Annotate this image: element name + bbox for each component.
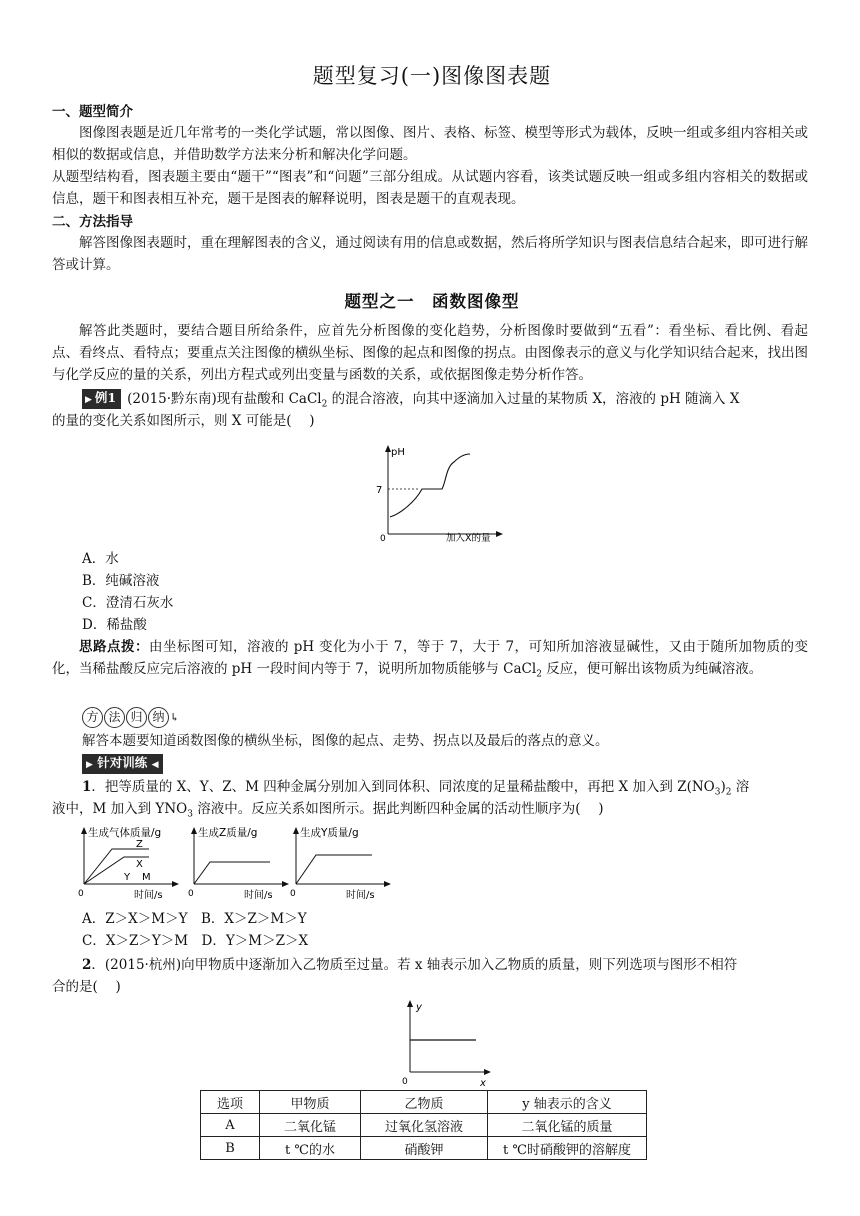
- q2-y-label: y: [416, 1002, 422, 1013]
- example1-line1: ▶ 例1 (2015·黔东南)现有盐酸和 CaCl$_2$ 的混合溶液，向其中逐滴加入过量的某物质 X，溶液的 pH 随滴入 X: [82, 388, 739, 416]
- q1-graph-y: [286, 824, 394, 904]
- ph-y-tick: 7: [376, 485, 383, 496]
- table-cell: 过氧化氢溶液: [361, 1114, 488, 1137]
- ph-graph: [370, 442, 512, 542]
- method-text: 解答本题要知道函数图像的横纵坐标，图像的起点、走势、拐点以及最后的落点的意义。: [82, 733, 609, 749]
- method-char-2: 法: [104, 707, 125, 728]
- q1-graph-gas-label-y: Y: [124, 872, 131, 883]
- table-cell: A: [201, 1114, 260, 1137]
- table-header: 乙物质: [361, 1091, 488, 1114]
- q1-graph-z-x-label: 时间/s: [244, 890, 273, 901]
- table-cell: t ℃的水: [260, 1137, 361, 1160]
- q1-graph-gas: [74, 824, 182, 904]
- q1-graph-gas-label-x: X: [136, 859, 143, 870]
- svg-text:0: 0: [188, 889, 194, 899]
- q1-graph-y-y-label: 生成Y质量/g: [300, 827, 359, 839]
- svg-text:0: 0: [78, 889, 84, 899]
- table-cell: 硝酸钾: [361, 1137, 488, 1160]
- table-header: y 轴表示的含义: [488, 1091, 647, 1114]
- section2-heading: 二、方法指导: [52, 214, 133, 230]
- q2-x-label: x: [480, 1078, 486, 1089]
- q1-line2: 液中，M 加入到 $YNO_3$ 溶液中。反应关系如图所示。据此判断四种金属的活动性顺序为( ): [52, 801, 604, 820]
- q1-graph-z-y-label: 生成Z质量/g: [198, 827, 258, 839]
- ph-graph-x-arrow: [496, 531, 503, 537]
- section1-heading: 一、题型简介: [52, 104, 133, 120]
- table-cell: 二氧化锰的质量: [488, 1114, 647, 1137]
- method-char-3: 归: [126, 707, 147, 728]
- example1-option-b: B．纯碱溶液: [82, 573, 160, 589]
- q2-line2: 合的是( ): [52, 979, 121, 995]
- table-header-row: [201, 1091, 647, 1114]
- intro-para: 解答此类题时，要结合题目所给条件，应首先分析图像的变化趋势，分析图像时要做到“五看”：看坐标、看比例、看起点、看终点、看特点；要重点关注图像的横纵坐标、图像的起点和图像的拐点。由图像表示的意义与化学知识结合起来，找出图与化学反应的量的关系，列出方程式或列出变量与函数的关系，或依据图像走势分析作答。: [52, 323, 808, 383]
- example1-option-c: C．澄清石灰水: [82, 595, 174, 611]
- svg-text:0: 0: [402, 1077, 408, 1087]
- table-cell: B: [201, 1137, 260, 1160]
- example1-option-d: D．稀盐酸: [82, 617, 147, 633]
- example1-hint: 思路点拨：由坐标图可知，溶液的 pH 变化为小于 7，等于 7，大于 7，可知所加溶液显碱性，又由于随所加物质的变化，当稀盐酸反应完后溶液的 pH 一段时间内等于 7，说明所加物质能够与 CaCl$_2$ 反应，便可解出该物质为纯碱溶液。: [52, 639, 809, 680]
- q1-graph-gas-label-m: M: [142, 872, 151, 883]
- training-badge: ▶ 针对训练 ◀: [82, 752, 163, 774]
- q1-graph-gas-y-label: 生成气体质量/g: [88, 827, 162, 839]
- q1-graph-y-x-label: 时间/s: [346, 890, 375, 901]
- table-header: 甲物质: [260, 1091, 361, 1114]
- section2-para: 解答图像图表题时，重在理解图表的含义，通过阅读有用的信息或数据，然后将所学知识与图表信息结合起来，即可进行解答或计算。: [52, 235, 808, 273]
- ph-origin: 0: [380, 534, 386, 542]
- table-header: 选项: [201, 1091, 260, 1114]
- table-row: [201, 1137, 647, 1160]
- method-char-4: 纳: [148, 707, 169, 728]
- table-cell: t ℃时硝酸钾的溶解度: [488, 1137, 647, 1160]
- method-badge: 方 法 归 纳 ↳: [82, 706, 179, 729]
- page-title: 题型复习(一)图像图表题: [312, 64, 552, 88]
- method-char-1: 方: [82, 707, 103, 728]
- section1-para2: 从题型结构看，图表题主要由“题干”“图表”和“问题”三部分组成。从试题内容看，该类试题反映一组或多组内容相关的数据或信息，题干和图表相互补充，题干是图表的解释说明，图表是题干的直观表现。: [52, 169, 808, 207]
- q1-graph-gas-x-label: 时间/s: [134, 890, 163, 901]
- q2-line1: 2．(2015·杭州)向甲物质中逐渐加入乙物质至过量。若 x 轴表示加入乙物质的质量，则下列选项与图形不相符: [82, 957, 738, 973]
- q1-options-row2: C．X＞Z＞Y＞M D．Y＞M＞Z＞X: [82, 933, 309, 949]
- table-cell: 二氧化锰: [260, 1114, 361, 1137]
- section1-para1: 图像图表题是近几年常考的一类化学试题，常以图像、图片、表格、标签、模型等形式为载体，反映一组或多组内容相关或相似的数据或信息，并借助数学方法来分析和解决化学问题。: [52, 125, 808, 163]
- ph-y-label: pH: [391, 447, 405, 458]
- q1-options-row1: A．Z＞X＞M＞Y B．X＞Z＞M＞Y: [82, 911, 307, 927]
- table-row: [201, 1114, 647, 1137]
- ph-curve: [390, 454, 470, 517]
- example-tag: ▶ 例1: [82, 389, 121, 409]
- q1-graph-gas-label-z: Z: [136, 839, 143, 850]
- section-subtitle: 题型之一 函数图像型: [344, 292, 520, 311]
- example1-option-a: A．水: [82, 551, 119, 567]
- q1-line1: 1．把等质量的 X、Y、Z、M 四种金属分别加入到同体积、同浓度的足量稀盐酸中，再把 X 加入到 $Z(NO_3)_2$ 溶: [82, 779, 750, 798]
- q2-graph: [398, 996, 498, 1090]
- ph-x-label: 加入X的量: [446, 533, 491, 542]
- svg-text:0: 0: [290, 889, 296, 899]
- q1-graph-z: [184, 824, 292, 904]
- example1-line2: 的量的变化关系如图所示，则 X 可能是( ): [52, 413, 315, 429]
- q2-options-table: [200, 1090, 647, 1160]
